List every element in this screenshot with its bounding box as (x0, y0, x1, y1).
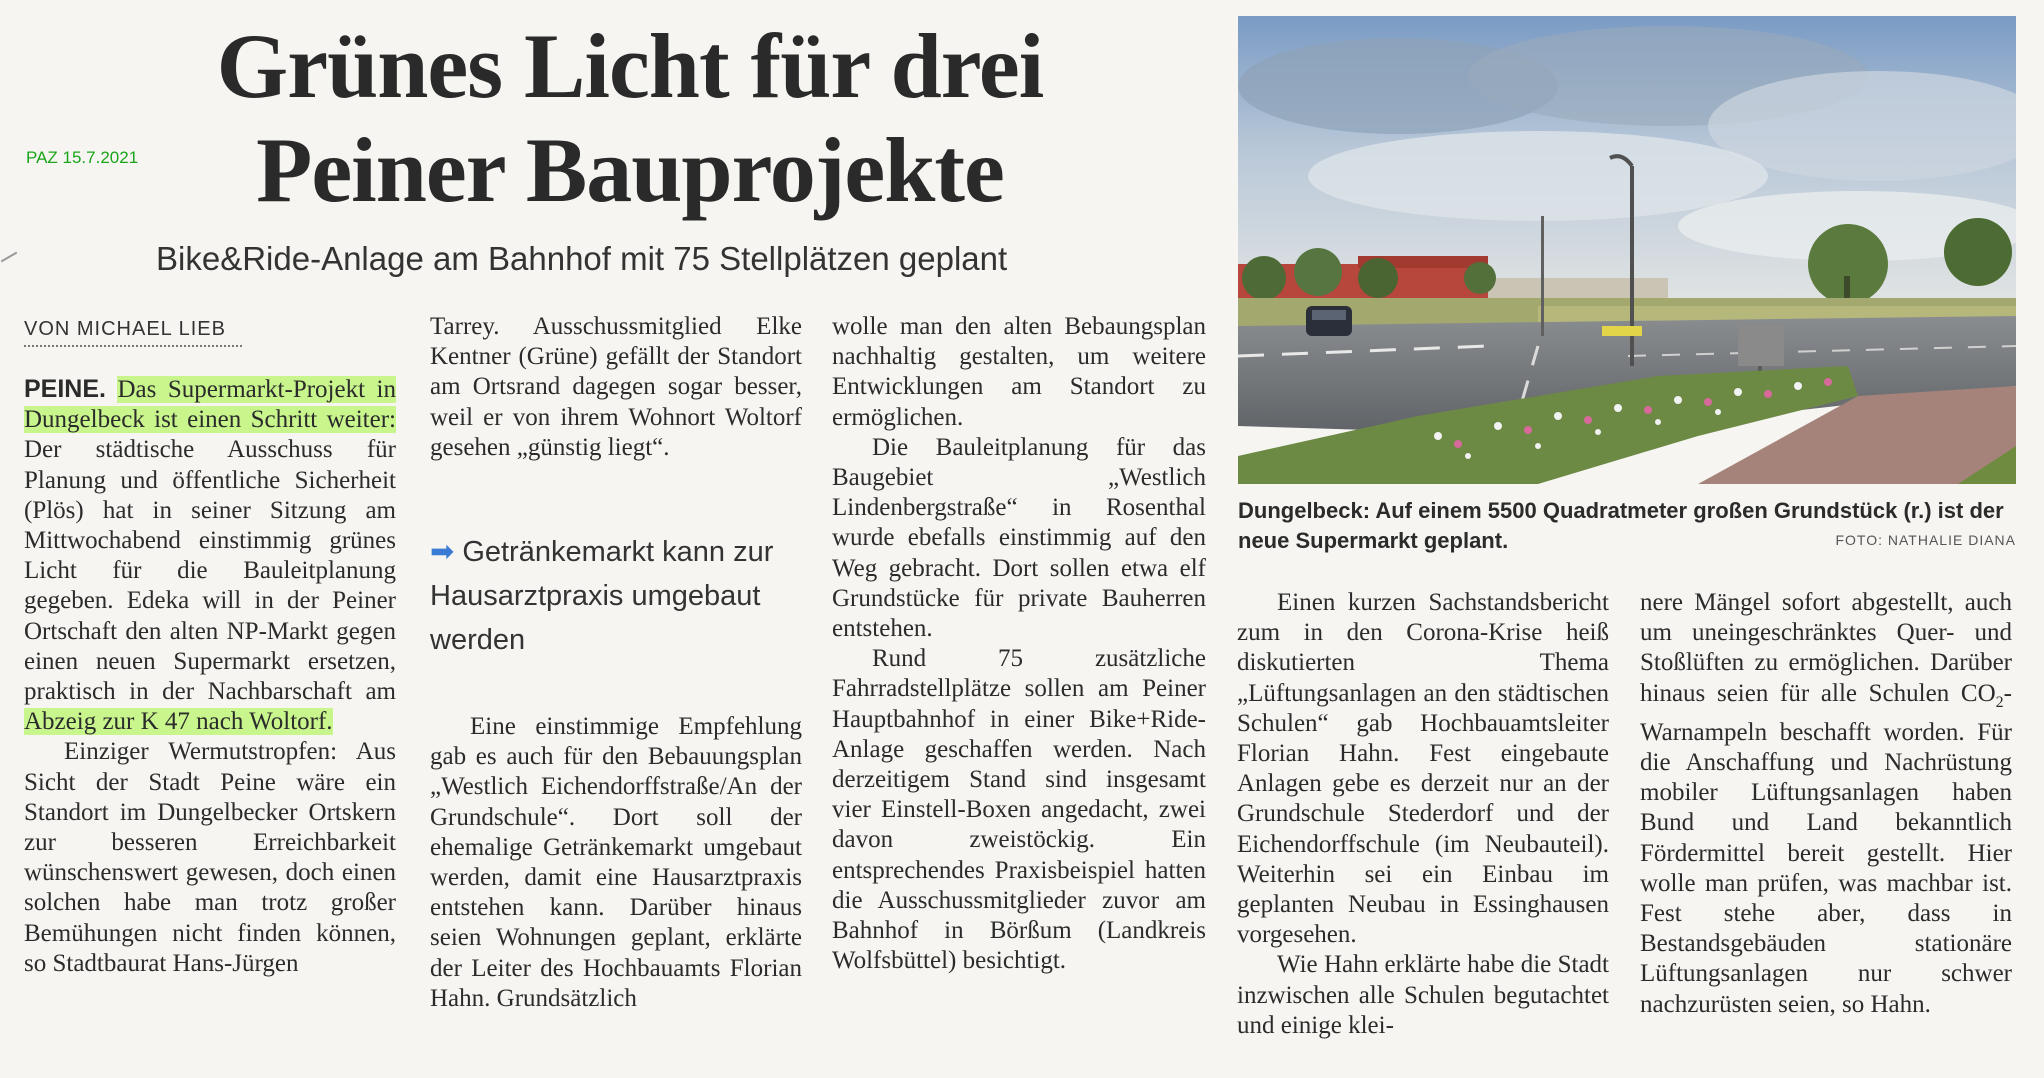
scan-mark (1, 252, 18, 263)
article-column-4 (1237, 588, 1609, 1041)
byline: VON MICHAEL LIEB (24, 318, 242, 347)
column-3-paragraph-2: Die Bauleitplanung für das Baugebiet „Westlich Lindenbergstraße“ in Rosenthal wurde ebefalls einstimmig auf den Weg gebracht. Dort sollen etwa elf Grundstücke für private Bauherren entstehen. (832, 433, 1206, 643)
column-1-paragraph-2: Einziger Wermutstropfen: Aus Sicht der Stadt Peine wäre ein Standort im Dungelbecker Ortskern zur besseren Erreichbarkeit wünschenswert gewesen, doch einen solchen habe man trotz großer Bemühungen nicht finden können, so Stadtbaurat Hans-Jürgen (24, 738, 396, 977)
article-column-5 (1640, 588, 2012, 1020)
dateline-place: PEINE. (24, 375, 106, 403)
subline: Bike&Ride-Anlage am Bahnhof mit 75 Stellplätzen geplant (156, 240, 1008, 277)
photo-caption: Dungelbeck: Auf einem 5500 Quadratmeter großen Grundstück (r.) ist der neue Supermarkt geplant. (1238, 498, 2004, 553)
article-column-3 (832, 312, 1206, 976)
article-column-2-lower (430, 712, 802, 1014)
subheading-text: Getränkemarkt kann zur Hausarztpraxis umgebaut werden (430, 536, 774, 656)
headline (150, 14, 1110, 222)
highlighted-text-1: Das Supermarkt-Projekt in Dungelbeck ist einen Schritt weiter: (24, 376, 396, 434)
column-2-paragraph-1: Tarrey. Ausschussmitglied Elke Kentner (Grüne) gefällt der Standort am Ortsrand dagegen sogar besser, weil er von ihrem Wohnort Woltorf gesehen „günstig liegt“. (430, 313, 802, 461)
headline-line-1: Grünes Licht für drei (216, 15, 1044, 117)
column-4-paragraph-2: Wie Hahn erklärte habe die Stadt inzwischen alle Schulen begutachtet und einige klei- (1237, 951, 1609, 1039)
column-3-paragraph-1: wolle man den alten Bebaungsplan nachhaltig gestalten, um weitere Entwicklungen am Standort zu ermöglichen. (832, 313, 1206, 431)
column-5-text-a: nere Mängel sofort abgestellt, auch um uneingeschränktes Quer- und Stoßlüften zu ermöglichen. Darüber hinaus seien für alle Schulen CO (1640, 589, 2012, 707)
arrow-right-icon: ➡ (430, 536, 455, 568)
subheading (430, 530, 802, 662)
column-5-text-b: -Warnampeln beschafft worden. Für die Anschaffung und Nachrüstung mobiler Lüftungsanlagen haben Bund und Land bekanntlich Fördermittel bereit gestellt. Hier wolle man prüfen, was machbar ist. Fest stehe aber, dass in Bestandsgebäuden stationäre Lüftungsanlagen nur schwer nachzurüsten seien, so Hahn. (1640, 679, 2012, 1018)
headline-line-2: Peiner Bauprojekte (256, 119, 1004, 221)
column-2-paragraph-2: Eine einstimmige Empfehlung gab es auch für den Bebauungsplan „Westlich Eichendorffstraße/An der Grundschule“. Dort soll der ehemalige Getränkemarkt umgebaut werden, damit eine Hausarztpraxis entstehen kann. Darüber hinaus seien Wohnungen geplant, erklärte der Leiter des Hochbauamts Florian Hahn. Grundsätzlich (430, 713, 802, 1012)
column-5-paragraph-1 (1640, 588, 2012, 1020)
highlighted-text-2: Abzeig zur K 47 nach Woltorf. (24, 708, 333, 736)
photo-credit: FOTO: NATHALIE DIANA (1835, 532, 2016, 548)
article-photo (1238, 16, 2016, 484)
subscript-2: 2 (1995, 693, 2004, 711)
article-column-1 (24, 374, 396, 979)
column-3-paragraph-3: Rund 75 zusätzliche Fahrradstellplätze sollen am Peiner Hauptbahnhof in einer Bike+Ride-Anlage geschaffen werden. Nach derzeitigem Stand sind insgesamt vier Einstell-Boxen angedacht, zwei davon zweistöckig. Ein entsprechendes Praxisbeispiel hatten die Ausschussmitglieder zuvor am Bahnhof in Börßum (Landkreis Wolfsbüttel) besichtigt. (832, 645, 1206, 975)
article-column-2 (430, 312, 802, 463)
column-1-text: Der städtische Ausschuss für Planung und öffentliche Sicherheit (Plös) hat in seiner Sitzung am Mittwochabend einstimmig grünes Licht für die Bauleitplanung gegeben. Edeka will in der Peiner Ortschaft den alten NP-Markt gegen einen neuen Supermarkt ersetzen, praktisch in der Nachbarschaft am (24, 436, 396, 706)
source-note: PAZ 15.7.2021 (26, 148, 139, 167)
column-4-paragraph-1: Einen kurzen Sachstandsbericht zum in den Corona-Krise heiß diskutierten Thema „Lüftungsanlagen an den städtischen Schulen“ gab Hochbauamtsleiter Florian Hahn. Fest eingebaute Anlagen gebe es derzeit nur an der Grundschule Stederdorf und der Eichendorffschule (im Neubauteil). Weiterhin sei ein Einbau im geplanten Neubau in Essinghausen vorgesehen. (1237, 589, 1609, 949)
